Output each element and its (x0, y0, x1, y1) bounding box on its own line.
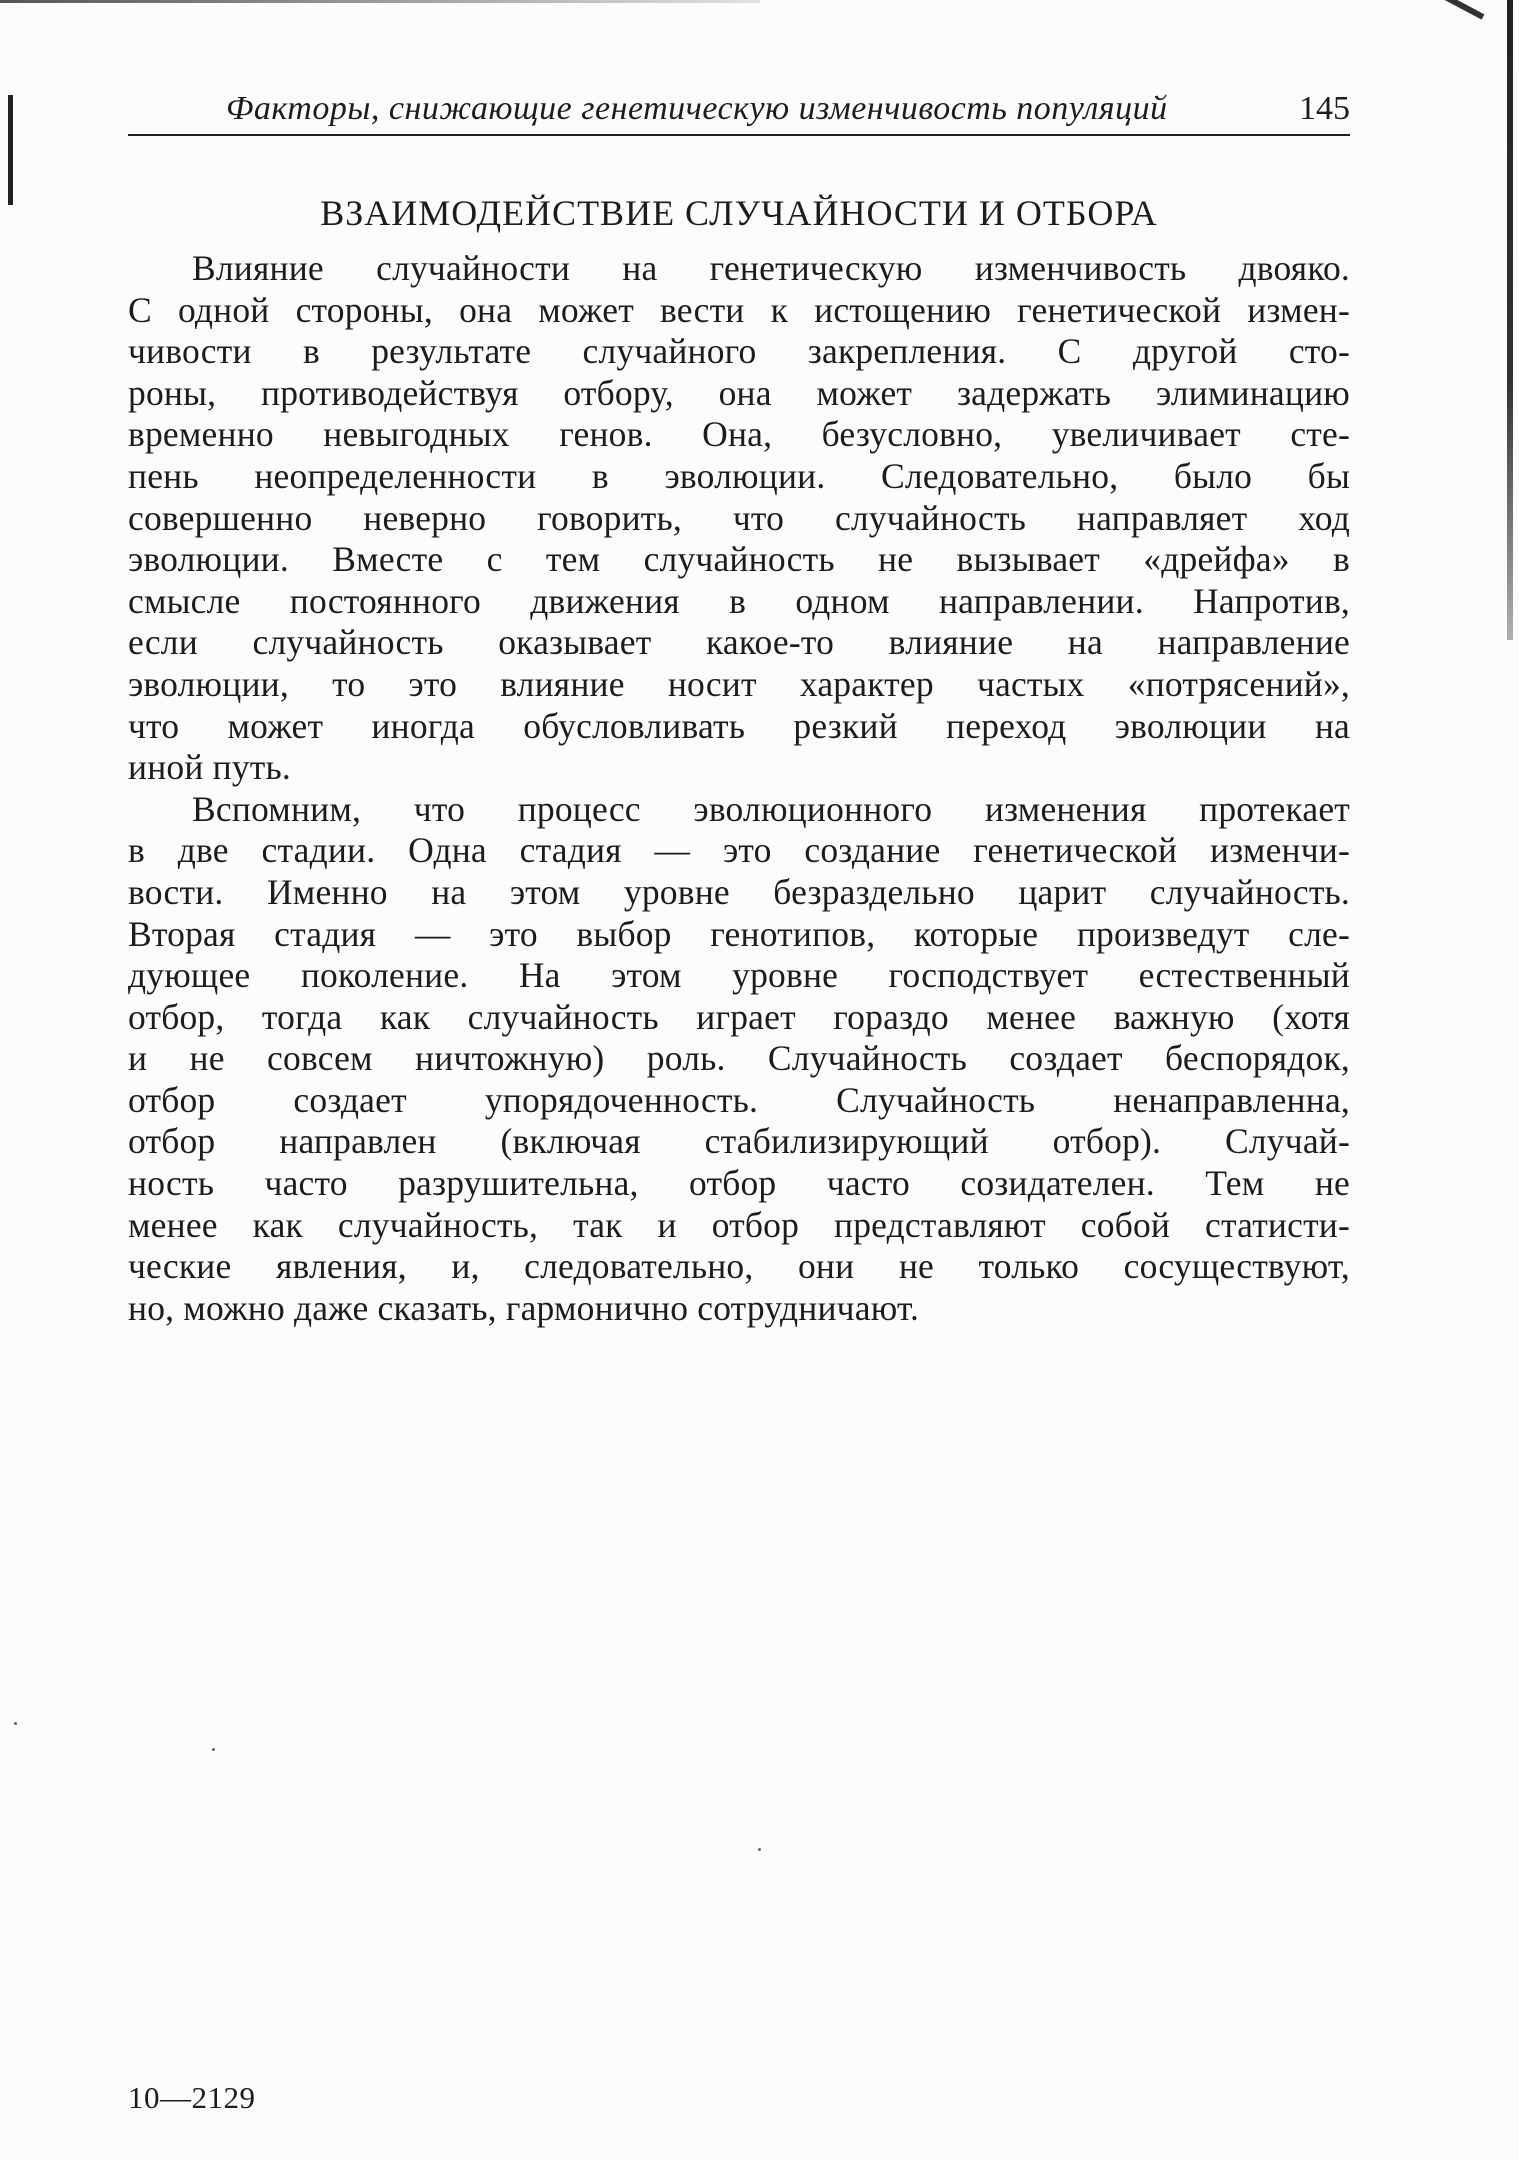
text-line: менее как случайность, так и отбор представляют собой статисти- (128, 1204, 1350, 1245)
printer-signature: 10—2129 (128, 2080, 256, 2115)
text-line: и не совсем ничтожную) роль. Случайность создает беспорядок, (128, 1038, 1350, 1079)
text-line: ность часто разрушительна, отбор часто созидателен. Тем не (128, 1163, 1350, 1204)
scan-edge-artifact (0, 0, 760, 3)
text-line: ческие явления, и, следовательно, они не только сосуществуют, (128, 1246, 1350, 1287)
text-line: чивости в результате случайного закрепления. С другой сто- (128, 331, 1350, 372)
text-line: совершенно неверно говорить, что случайность направляет ход (128, 497, 1350, 538)
text-line: но, можно даже сказать, гармонично сотрудничают. (128, 1287, 920, 1328)
text-line: что может иногда обусловливать резкий переход эволюции на (128, 705, 1350, 746)
section-heading: ВЗАИМОДЕЙСТВИЕ СЛУЧАЙНОСТИ И ОТБОРА (320, 193, 1158, 233)
text-line: в две стадии. Одна стадия — это создание генетической изменчи- (128, 830, 1350, 871)
text-line: иной путь. (128, 747, 291, 788)
text-line: временно невыгодных генов. Она, безусловно, увеличивает сте- (128, 414, 1350, 455)
text-line: смысле постоянного движения в одном направлении. Напротив, (128, 580, 1350, 621)
scan-margin-mark-left (8, 95, 13, 205)
text-line: эволюции, то это влияние носит характер частых «потрясений», (128, 663, 1350, 704)
scan-speck (758, 1848, 761, 1851)
paragraph-1 (128, 248, 1350, 789)
text-line: С одной стороны, она может вести к истощению генетической измен- (128, 289, 1350, 330)
scan-speck (14, 1722, 17, 1725)
text-line: если случайность оказывает какое-то влияние на направление (128, 622, 1350, 663)
text-line: Вторая стадия — это выбор генотипов, которые произведут сле- (128, 913, 1350, 954)
running-header (128, 88, 1350, 136)
text-line: Вспомним, что процесс эволюционного изменения протекает (192, 788, 1350, 829)
paragraph-2 (128, 789, 1350, 1330)
scan-corner-mark (1443, 0, 1485, 20)
scan-speck (212, 1748, 215, 1751)
text-line: отбор направлен (включая стабилизирующий отбор). Случай- (128, 1121, 1350, 1162)
text-line: отбор, тогда как случайность играет гораздо менее важную (хотя (128, 996, 1350, 1037)
text-line: дующее поколение. На этом уровне господствует естественный (128, 955, 1350, 996)
text-line: эволюции. Вместе с тем случайность не вызывает «дрейфа» в (128, 539, 1350, 580)
running-title: Факторы, снижающие генетическую изменчивость популяций (226, 90, 1168, 127)
scan-margin-mark-right (1507, 0, 1513, 640)
text-line: роны, противодействуя отбору, она может задержать элиминацию (128, 372, 1350, 413)
body-text (128, 248, 1350, 1329)
text-line: отбор создает упорядоченность. Случайность ненаправленна, (128, 1079, 1350, 1120)
text-line: Влияние случайности на генетическую изменчивость двояко. (192, 248, 1350, 288)
text-line: пень неопределенности в эволюции. Следовательно, было бы (128, 455, 1350, 496)
text-line: вости. Именно на этом уровне безраздельно царит случайность. (128, 871, 1350, 912)
page-number: 145 (1299, 90, 1350, 127)
